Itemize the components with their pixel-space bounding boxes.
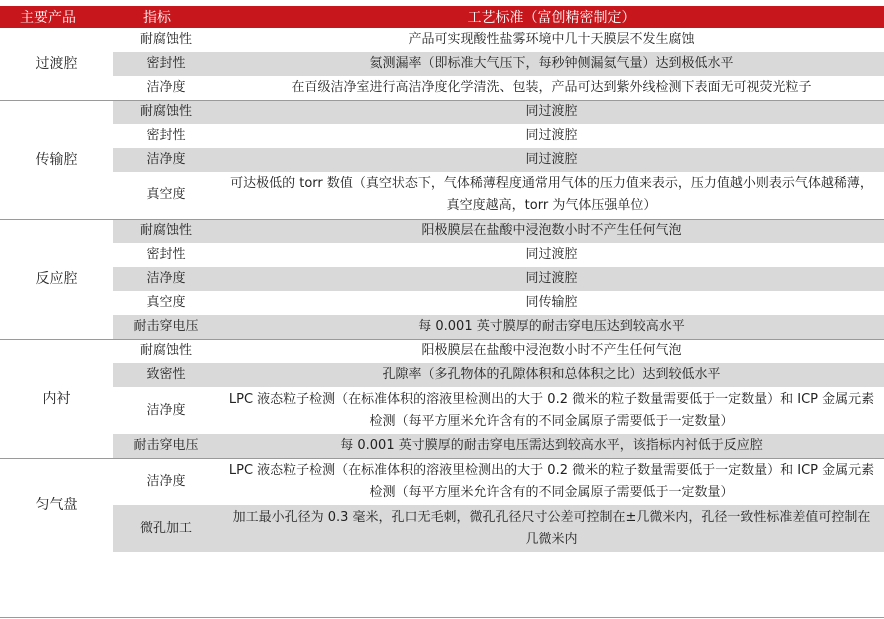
indicator-cell: 耐击穿电压 [113, 434, 219, 458]
indicator-cell: 耐击穿电压 [113, 315, 219, 339]
indicator-cell: 洁净度 [113, 148, 219, 172]
spec-table [0, 6, 884, 552]
indicator-cell: 致密性 [113, 363, 219, 387]
table-row [0, 172, 884, 219]
indicator-cell: 密封性 [113, 52, 219, 76]
standard-cell: 阳极膜层在盐酸中浸泡数小时不产生任何气泡 [219, 219, 884, 243]
indicator-cell: 密封性 [146, 128, 186, 143]
header-product: 主要产品 [0, 6, 113, 28]
table-row [0, 100, 884, 124]
table-header [0, 6, 884, 28]
table-row [0, 434, 884, 458]
indicator-cell: 洁净度 [146, 402, 186, 418]
product-cell: 匀气盘 [0, 458, 113, 552]
table-bottom-rule [0, 617, 884, 618]
indicator-cell: 洁净度 [146, 79, 186, 95]
header-standard: 工艺标准（富创精密制定） [219, 6, 884, 28]
indicator-cell: 真空度 [146, 295, 186, 310]
header-indicator: 指标 [113, 6, 219, 28]
indicator-cell: 耐腐蚀性 [113, 100, 219, 124]
product-cell: 过渡腔 [0, 28, 113, 100]
standard-cell: 加工最小孔径为 0.3 毫米，孔口无毛刺，微孔孔径尺寸公差可控制在±几微米内，孔径一致性标准差值可控制在几微米内 [219, 505, 884, 552]
standard-cell: 同过渡腔 [219, 100, 884, 124]
standard-cell: 同过渡腔 [525, 128, 578, 143]
table-row [0, 52, 884, 76]
standard-cell: 孔隙率（多孔物体的孔隙体积和总体积之比）达到较低水平 [219, 363, 884, 387]
standard-cell: 产品可实现酸性盐雾环境中几十天膜层不发生腐蚀 [408, 32, 695, 47]
standard-cell: LPC 液态粒子检测（在标准体积的溶液里检测出的大于 0.2 微米的粒子数量需要低于一定数量）和 ICP 金属元素检测（每平方厘米允许含有的不同金属原子需要低于一定数量） [219, 458, 884, 505]
indicator-cell: 耐腐蚀性 [139, 32, 192, 47]
indicator-cell: 真空度 [146, 187, 186, 203]
table-row [0, 339, 884, 363]
standard-cell: 同传输腔 [525, 295, 578, 310]
standard-cell: 每 0.001 英寸膜厚的耐击穿电压达到较高水平 [219, 315, 884, 339]
standard-cell: 在百级洁净室进行高洁净度化学清洗、包装，产品可达到紫外线检测下表面无可视荧光粒子 [291, 79, 812, 95]
standard-cell: 同过渡腔 [219, 148, 884, 172]
standard-cell: 氦测漏率（即标准大气压下，每秒钟侧漏氦气量）达到极低水平 [219, 52, 884, 76]
standard-cell: 每 0.001 英寸膜厚的耐击穿电压需达到较高水平，该指标内衬低于反应腔 [219, 434, 884, 458]
table-row [0, 124, 884, 148]
table-row [0, 363, 884, 387]
product-cell: 反应腔 [0, 219, 113, 339]
table-row [0, 505, 884, 552]
table-row [0, 315, 884, 339]
indicator-cell: 耐腐蚀性 [113, 219, 219, 243]
standard-cell: 阳极膜层在盐酸中浸泡数小时不产生任何气泡 [219, 339, 884, 363]
table-row [0, 219, 884, 243]
table-row [0, 291, 884, 315]
standard-cell: 可达极低的 torr 数值（真空状态下，气体稀薄程度通常用气体的压力值来表示，压力值越小则表示气体越稀薄，真空度越高，torr 为气体压强单位） [230, 176, 873, 214]
product-cell: 内衬 [0, 339, 113, 458]
table-row [0, 387, 884, 434]
standard-cell: 同过渡腔 [219, 267, 884, 291]
indicator-cell: 微孔加工 [113, 505, 219, 552]
standard-cell: 同过渡腔 [525, 247, 578, 262]
table-row [0, 148, 884, 172]
indicator-cell: 洁净度 [113, 458, 219, 505]
product-cell: 传输腔 [0, 100, 113, 219]
standard-cell: LPC 液态粒子检测（在标准体积的溶液里检测出的大于 0.2 微米的粒子数量需要低于一定数量）和 ICP 金属元素检测（每平方厘米允许含有的不同金属原子需要低于一定数量） [228, 391, 875, 429]
table-row [0, 458, 884, 505]
indicator-cell: 密封性 [146, 247, 186, 262]
table-row [0, 76, 884, 100]
table-row [0, 267, 884, 291]
table-row [0, 243, 884, 267]
table-body [0, 28, 884, 552]
indicator-cell: 洁净度 [113, 267, 219, 291]
table-row [0, 28, 884, 52]
indicator-cell: 耐腐蚀性 [113, 339, 219, 363]
